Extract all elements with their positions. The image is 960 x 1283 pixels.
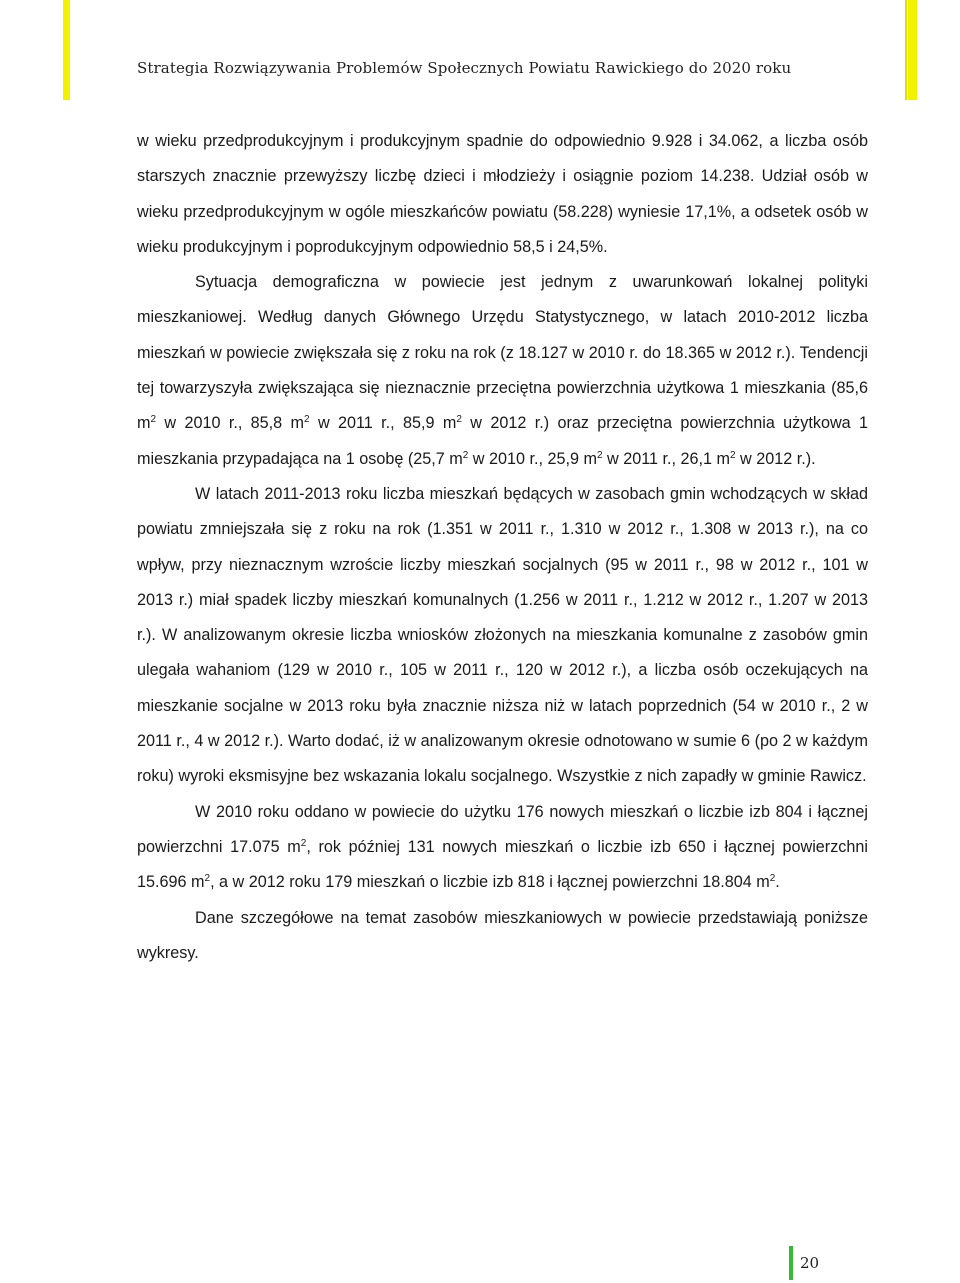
superscript: 2 (730, 449, 736, 461)
text-run: w 2011 r., 85,9 m (309, 414, 457, 433)
text-run: w 2012 r.) oraz przeciętna powierzchnia użytkowa 1 mieszkania przypadająca na 1 osobę (25,7 m (137, 414, 869, 468)
text-run: w 2010 r., 25,9 m (468, 449, 597, 468)
body-paragraph (137, 477, 868, 795)
text-run: w 2010 r., 85,8 m (156, 414, 305, 433)
text-run: Dane szczegółowe na temat zasobów mieszkaniowych w powiecie przedstawiają poniższe wykresy. (137, 908, 868, 962)
superscript: 2 (769, 873, 776, 885)
footer-accent-bar (789, 1246, 793, 1280)
superscript: 2 (456, 414, 462, 426)
text-run: , a w 2012 roku 179 mieszkań o liczbie izb 818 i łącznej powierzchni 18.804 m (210, 873, 770, 892)
body-paragraph (137, 124, 868, 265)
superscript: 2 (204, 873, 211, 885)
text-run: w 2011 r., 26,1 m (602, 449, 730, 468)
body-paragraph (137, 265, 868, 477)
text-run: , rok później 131 nowych mieszkań o liczbie izb 650 i łącznej powierzchni 15.696 m (137, 837, 868, 892)
body-paragraph (137, 901, 868, 972)
text-run: Sytuacja demograficzna w powiecie jest jednym z uwarunkowań lokalnej polityki mieszkaniowej. Według danych Głównego Urzędu Statystycznego, w latach 2010-2012 liczba mieszkań w powiecie zwiększała się z roku na rok (z 18.127 w 2010 r. do 18.365 w 2012 r.). Tendencji tej towarzyszyła zwiększająca się nieznacznie przeciętna powierzchnia użytkowa 1 mieszkania (85,6 m (137, 273, 868, 433)
running-header-title: Strategia Rozwiązywania Problemów Społecznych Powiatu Rawickiego do 2020 roku (137, 59, 792, 77)
text-run: W latach 2011-2013 roku liczba mieszkań będących w zasobach gmin wchodzących w skład powiatu zmniejszała się z roku na rok (1.351 w 2011 r., 1.310 w 2012 r., 1.308 w 2013 r.), na co wpływ, przy nieznacznym wzroście liczby mieszkań socjalnych (95 w 2011 r., 98 w 2012 r., 101 w 2013 r.) miał spadek liczby mieszkań komunalnych (1.256 w 2011 r., 1.212 w 2012 r., 1.207 w 2013 r.). W analizowanym okresie liczba wniosków złożonych na mieszkania komunalne z zasobów gmin ulegała wahaniom (129 w 2010 r., 105 w 2011 r., 120 w 2012 r.), a liczba osób oczekujących na mieszkanie socjalne w 2013 roku była znacznie niższa niż w latach poprzednich (54 w 2010 r., 2 w 2011 r., 4 w 2012 r.). Warto dodać, iż w analizowanym okresie odnotowano w sumie 6 (po 2 w każdym roku) wyroki eksmisyjne bez wskazania lokalu socjalnego. Wszystkie z nich zapadły w gminie Rawicz. (137, 484, 868, 786)
text-run: w wieku przedprodukcyjnym i produkcyjnym spadnie do odpowiednio 9.928 i 34.062, a liczba osób starszych znacznie przewyższy liczbę dzieci i młodzieży i osiągnie poziom 14.238. Udział osób w wieku przedprodukcyjnym w ogóle mieszkańców powiatu (58.228) wyniesie 17,1%, a odsetek osób w wieku produkcyjnym i poprodukcyjnym odpowiednio 58,5 i 24,5%. (137, 132, 868, 256)
text-run: . (775, 873, 780, 892)
superscript: 2 (150, 414, 157, 426)
body-paragraph (137, 795, 868, 901)
superscript: 2 (596, 449, 603, 461)
text-run: W 2010 roku oddano w powiecie do użytku 176 nowych mieszkań o liczbie izb 804 i łącznej powierzchni 17.075 m (137, 802, 868, 856)
text-run: w 2012 r.). (735, 449, 816, 468)
document-body (137, 124, 868, 971)
superscript: 2 (462, 449, 469, 461)
superscript: 2 (300, 837, 307, 849)
page-number: 20 (800, 1254, 820, 1272)
superscript: 2 (304, 414, 310, 426)
header-right-accent-bar (908, 0, 917, 100)
header-left-accent-line (70, 0, 72, 100)
header-right-accent-line (905, 0, 907, 100)
